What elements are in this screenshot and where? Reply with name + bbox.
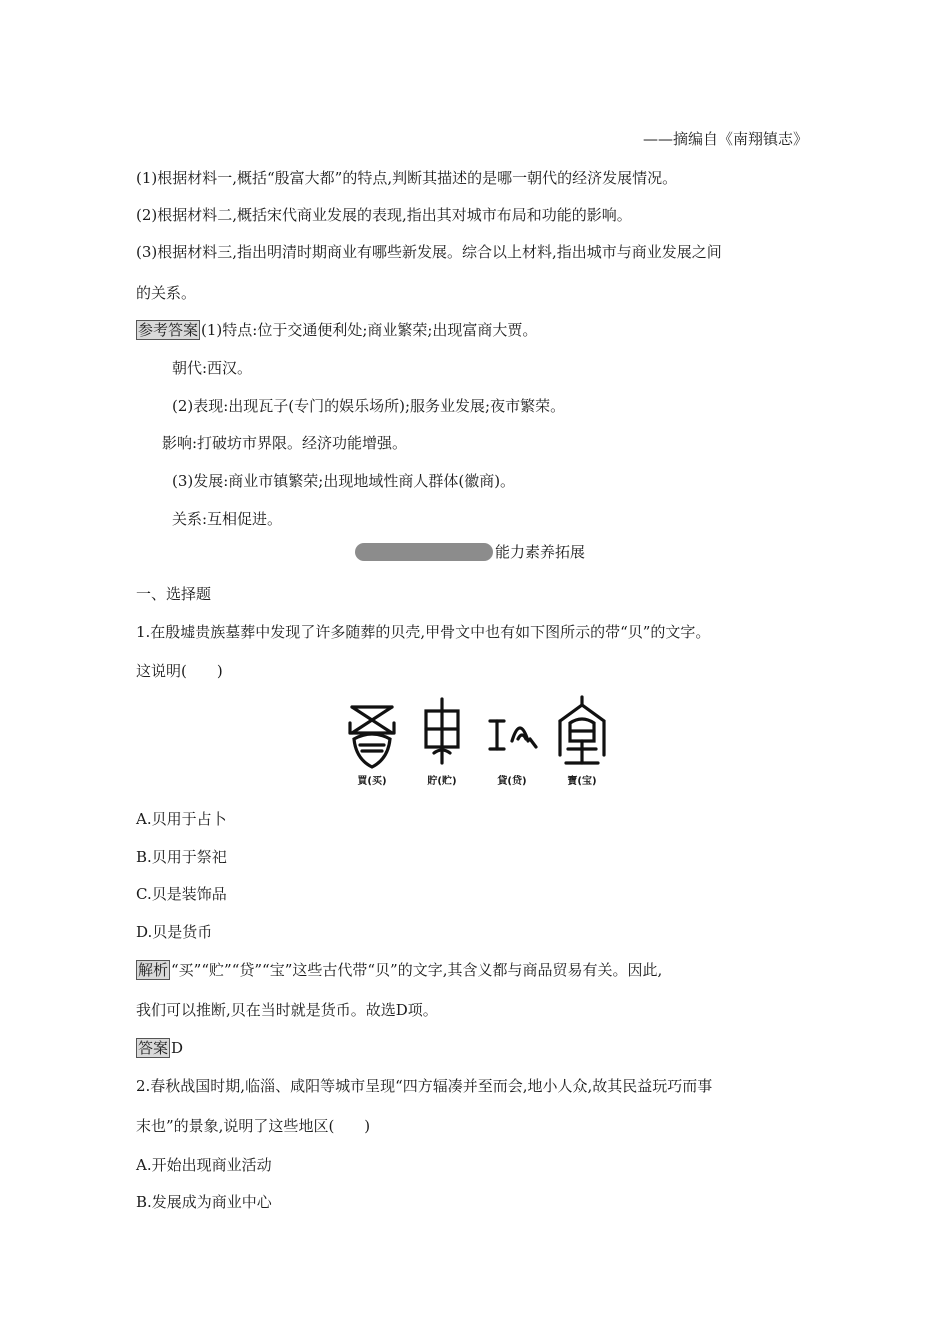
glyph-zhu-icon	[412, 693, 472, 773]
answer-ref-line-4: 影响:打破坊市界限。经济功能增强。	[162, 434, 408, 452]
part-title: 一、选择题	[136, 585, 212, 603]
material-question-3-cont: 的关系。	[136, 284, 197, 302]
analysis-tag: 解析	[138, 961, 169, 979]
answer-ref-line-6: 关系:互相促进。	[172, 510, 283, 528]
q1-option-a[interactable]: A.贝用于占卜	[136, 810, 227, 828]
answer-ref-line-2: 朝代:西汉。	[172, 359, 253, 377]
q1-analysis-line-2: 我们可以推断,贝在当时就是货币。故选D项。	[136, 1001, 438, 1019]
q1-answer-value: D	[171, 1039, 184, 1057]
q2-stem: 2.春秋战国时期,临淄、咸阳等城市呈现“四方辐凑并至而会,地小人众,故其民益玩巧而事	[136, 1077, 713, 1095]
glyph-dai	[480, 693, 544, 793]
q1-answer-line	[136, 1038, 183, 1058]
q2-option-a[interactable]: A.开始出现商业活动	[136, 1156, 272, 1174]
q2-option-b[interactable]: B.发展成为商业中心	[136, 1193, 272, 1211]
q1-stem-cont: 这说明( )	[136, 662, 223, 680]
section-title: 能力素养拓展	[495, 543, 586, 561]
glyph-dai-icon	[482, 693, 542, 773]
q2-stem-cont: 末也”的景象,说明了这些地区( )	[136, 1117, 371, 1135]
source-citation: ——摘编自《南翔镇志》	[642, 130, 808, 148]
material-question-1: (1)根据材料一,概括“殷富大都”的特点,判断其描述的是哪一朝代的经济发展情况。	[136, 169, 678, 187]
glyph-bao	[550, 693, 614, 793]
material-question-2: (2)根据材料二,概括宋代商业发展的表现,指出其对城市布局和功能的影响。	[136, 206, 632, 224]
glyph-caption-zhu: 貯(贮)	[427, 776, 457, 787]
answer-ref-tag: 参考答案	[138, 321, 199, 339]
glyph-caption-dai: 貸(贷)	[497, 776, 527, 787]
q1-analysis-line-1	[136, 960, 662, 980]
q1-option-b[interactable]: B.贝用于祭祀	[136, 848, 227, 866]
answer-ref-text-1: (1)特点:位于交通便利处;商业繁荣;出现富商大贾。	[201, 321, 538, 339]
glyph-caption-bao: 寶(宝)	[567, 776, 597, 787]
answer-ref-line-1	[136, 320, 537, 340]
glyph-caption-mai: 買(买)	[357, 776, 387, 787]
q1-option-c[interactable]: C.贝是装饰品	[136, 885, 227, 903]
material-question-3: (3)根据材料三,指出明清时期商业有哪些新发展。综合以上材料,指出城市与商业发展之间	[136, 243, 722, 261]
glyph-mai-icon	[342, 693, 402, 773]
answer-ref-line-3: (2)表现:出现瓦子(专门的娱乐场所);服务业发展;夜市繁荣。	[172, 397, 566, 415]
section-bar-decoration	[355, 543, 493, 561]
answer-ref-line-5: (3)发展:商业市镇繁荣;出现地域性商人群体(徽商)。	[172, 472, 516, 490]
q1-analysis-text-1: “买”“贮”“贷”“宝”这些古代带“贝”的文字,其含义都与商品贸易有关。因此,	[171, 961, 663, 979]
oracle-bone-glyph-figure	[340, 693, 610, 793]
glyph-bao-icon	[552, 693, 612, 773]
glyph-mai	[340, 693, 404, 793]
glyph-zhu	[410, 693, 474, 793]
q1-option-d[interactable]: D.贝是货币	[136, 923, 213, 941]
q1-stem: 1.在殷墟贵族墓葬中发现了许多随葬的贝壳,甲骨文中也有如下图所示的带“贝”的文字。	[136, 623, 711, 641]
answer-tag: 答案	[138, 1039, 169, 1057]
